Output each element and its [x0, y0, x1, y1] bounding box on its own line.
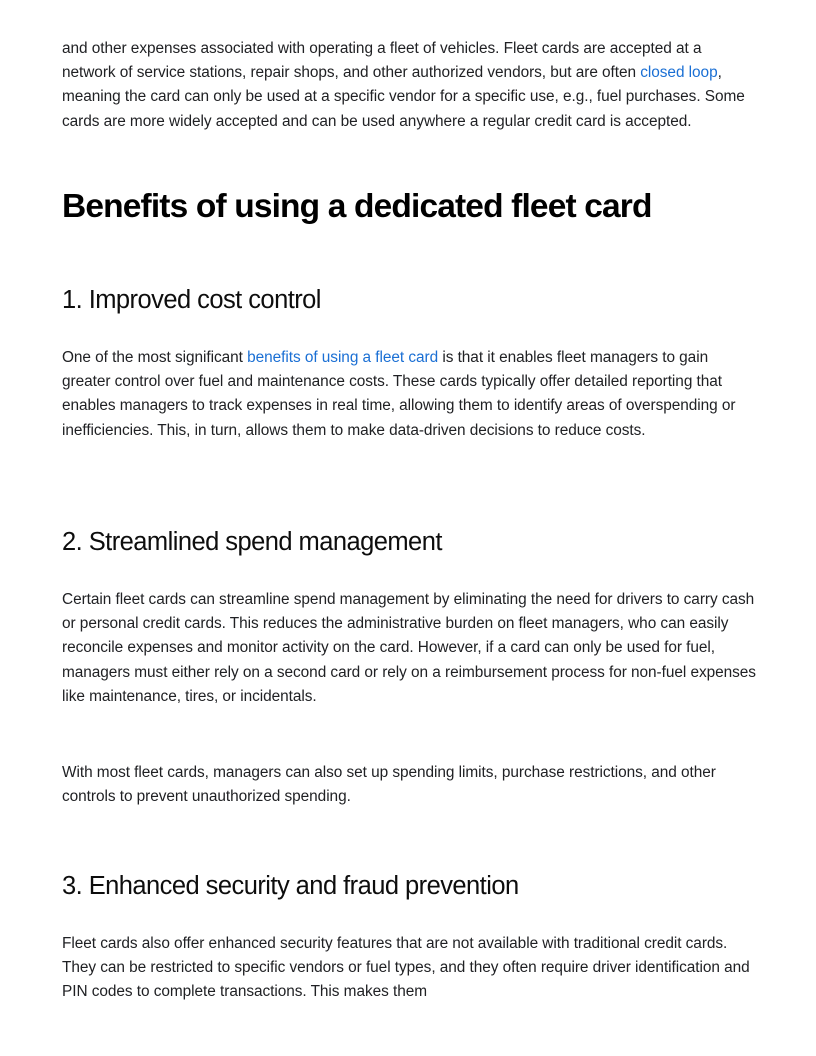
section-3-paragraph-block — [62, 932, 756, 1005]
main-heading-block — [62, 187, 756, 227]
intro-text-part-2: , meaning the card can only be used at a specific vendor for a specific use, e.g., fuel purchases. Some cards are more widely accepted and can be used anywhere a regular credit card is accepted. — [62, 64, 745, 130]
intro-paragraph-block — [62, 37, 756, 134]
section-3-heading-block — [62, 870, 756, 902]
section-heading-3: 3. Enhanced security and fraud prevention — [62, 872, 519, 900]
section-2-paragraph-1: Certain fleet cards can streamline spend management by eliminating the need for drivers to carry cash or personal credit cards. This reduces the administrative burden on fleet managers, who can easily reconcile expenses and monitor activity on the card. However, if a card can only be used for fuel, managers must either rely on a second card or rely on a reimbursement process for non-fuel expenses like maintenance, tires, or incidentals. — [62, 591, 756, 705]
section-1-paragraph-block — [62, 346, 756, 443]
section-1-text-part-1: One of the most significant — [62, 349, 248, 366]
section-1-text-part-2: is that it enables fleet managers to gain greater control over fuel and maintenance costs. These cards typically offer detailed reporting that enables managers to track expenses in real time, allowing them to identify areas of overspending or inefficiencies. This, in turn, allows them to make data-driven decisions to reduce costs. — [62, 349, 736, 439]
section-2-paragraph-1-block — [62, 588, 756, 709]
section-1-heading-block — [62, 284, 756, 316]
intro-paragraph — [62, 37, 756, 134]
intro-text-part-1: and other expenses associated with operating a fleet of vehicles. Fleet cards are accepted at a network of service stations, repair shops, and other authorized vendors, but are often — [62, 40, 702, 82]
section-heading-1: 1. Improved cost control — [62, 286, 321, 314]
section-1-paragraph — [62, 346, 756, 443]
benefits-of-using-a-fleet-card-link[interactable]: benefits of using a fleet card — [247, 349, 439, 366]
page-title: Benefits of using a dedicated fleet card — [62, 188, 652, 225]
section-heading-2: 2. Streamlined spend management — [62, 528, 442, 556]
section-3-paragraph: Fleet cards also offer enhanced security features that are not available with traditional credit cards. They can be restricted to specific vendors or fuel types, and they often require driver identification and PIN codes to complete transactions. This makes them — [62, 935, 750, 1001]
section-2-heading-block — [62, 526, 756, 558]
closed-loop-link[interactable]: closed loop — [640, 64, 718, 82]
section-2-paragraph-2-block — [62, 761, 756, 809]
section-2-paragraph-2: With most fleet cards, managers can also set up spending limits, purchase restrictions, and other controls to prevent unauthorized spending. — [62, 764, 716, 806]
